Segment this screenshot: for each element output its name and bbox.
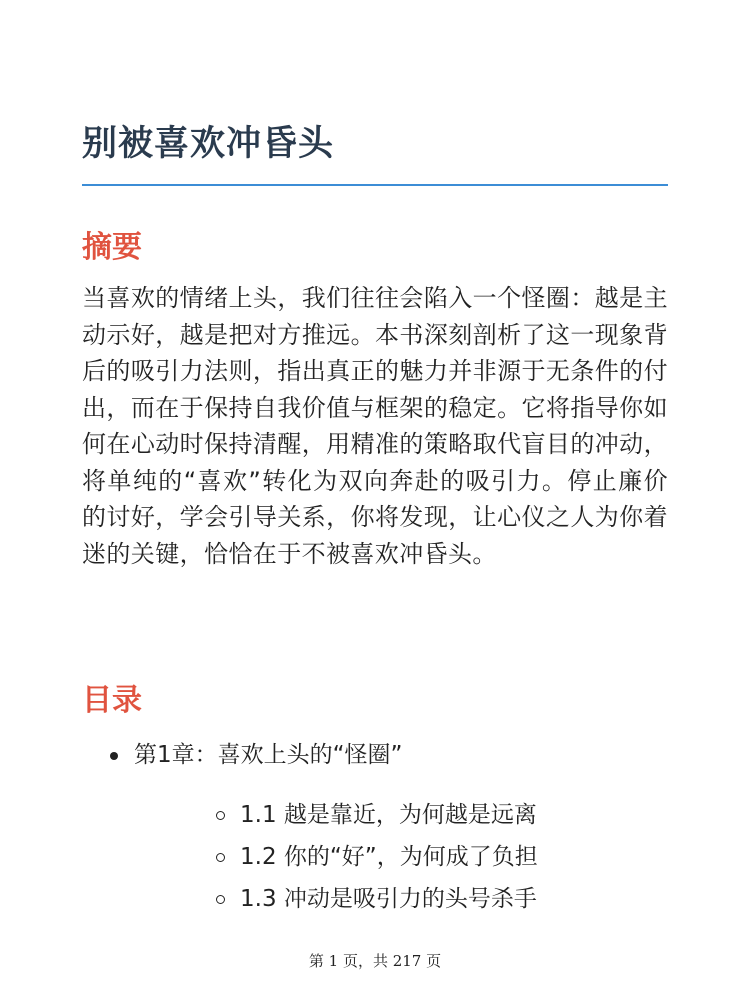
abstract-paragraph: 当喜欢的情绪上头，我们往往会陷入一个怪圈：越是主动示好，越是把对方推远。本书深刻剖析了这一现象背后的吸引力法则，指出真正的魅力并非源于无条件的付出，而在于保持自我价值与框架的稳定。它将指导你如何在心动时保持清醒，用精准的策略取代盲目的冲动，将单纯的“喜欢”转化为双向奔赴的吸引力。停止廉价的讨好，学会引导关系，你将发现，让心仪之人为你着迷的关键，恰恰在于不被喜欢冲昏头。 — [82, 284, 668, 568]
toc-heading: 目录 — [82, 683, 142, 718]
toc-section-label: 1.2 你的“好”，为何成了负担 — [240, 844, 538, 870]
toc-section-label: 1.3 冲动是吸引力的头号杀手 — [240, 886, 537, 912]
bullet-circle-icon — [216, 853, 225, 862]
abstract-heading: 摘要 — [82, 230, 142, 265]
toc-section-1-2 — [134, 836, 668, 878]
title-divider — [82, 184, 668, 186]
bullet-circle-icon — [216, 811, 225, 820]
toc-section-1-3 — [134, 878, 668, 920]
toc-section-label: 1.1 越是靠近，为何越是远离 — [240, 802, 537, 828]
page-number-footer: 第 1 页，共 217 页 — [308, 952, 442, 970]
bullet-circle-icon — [216, 895, 225, 904]
toc-chapter-label: 第1章：喜欢上头的“怪圈” — [134, 742, 403, 768]
toc-chapter-1 — [82, 734, 668, 920]
toc-section-list — [134, 794, 668, 920]
document-title: 别被喜欢冲昏头 — [82, 124, 335, 164]
table-of-contents — [82, 734, 668, 920]
toc-section-1-1 — [134, 794, 668, 836]
bullet-disc-icon — [110, 752, 118, 760]
